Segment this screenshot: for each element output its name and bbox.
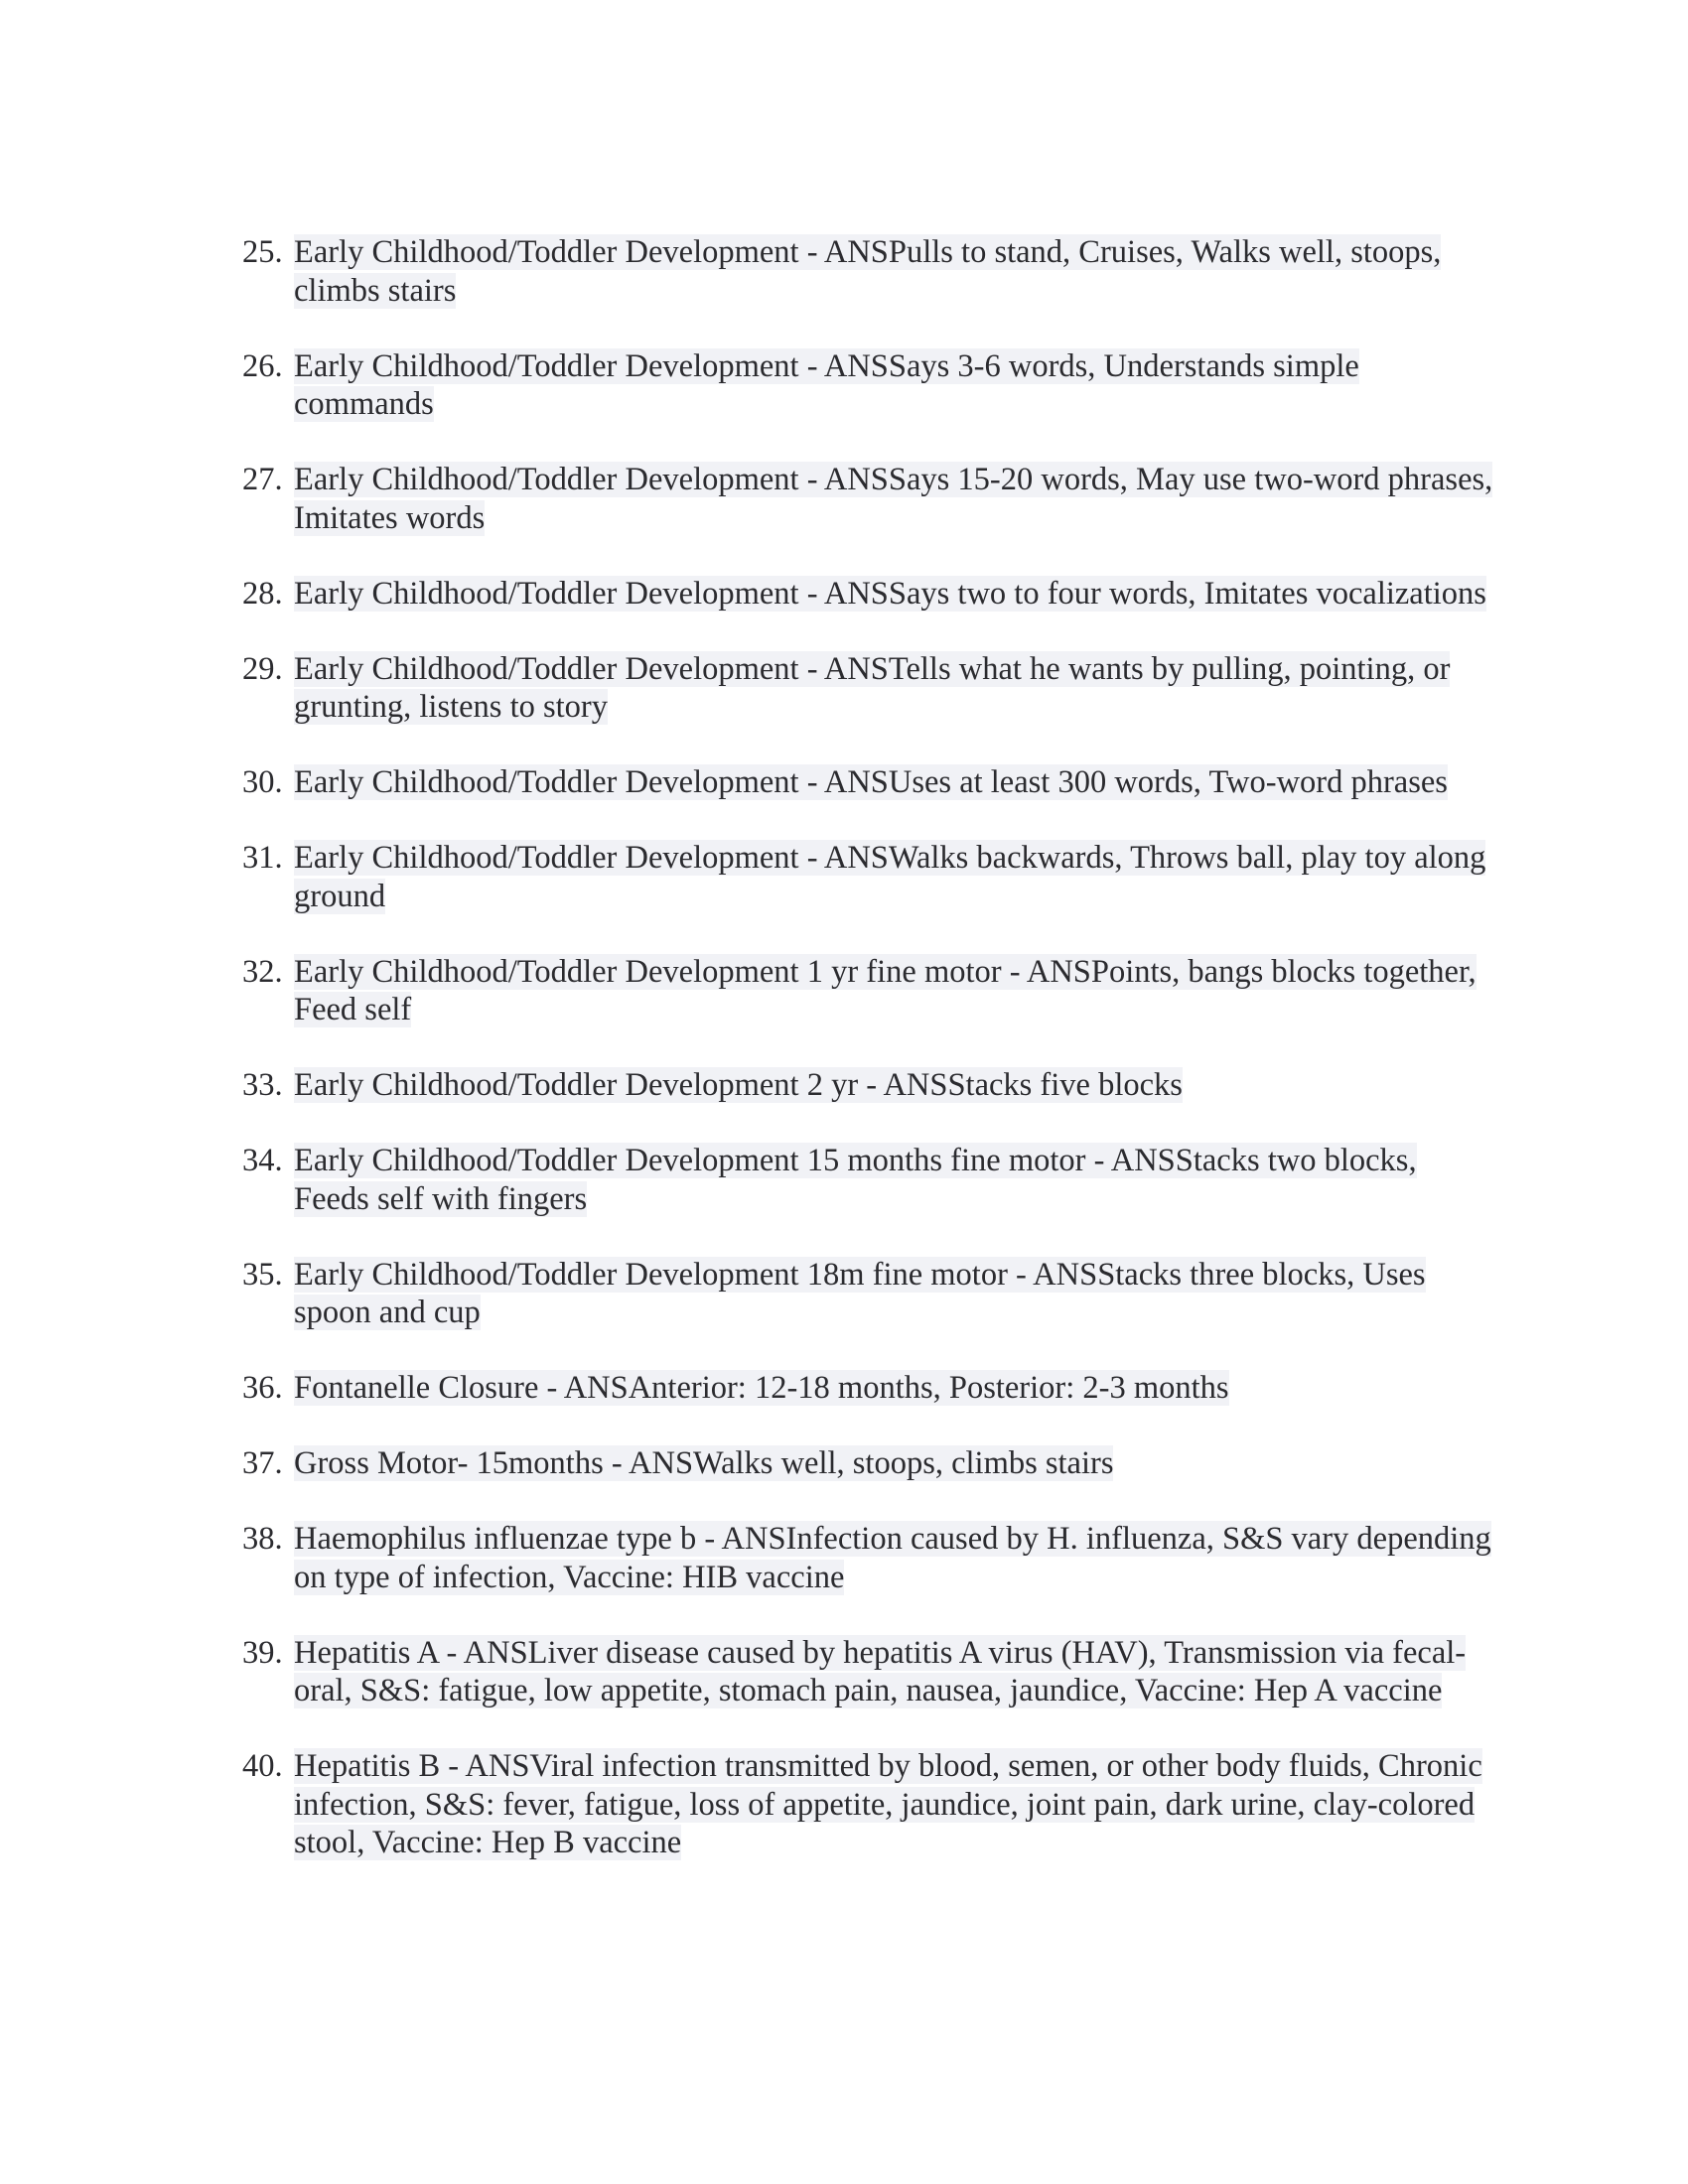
item-text-highlight: Fontanelle Closure - ANSAnterior: 12-18 months, Posterior: 2-3 months bbox=[294, 1370, 1229, 1406]
item-text-highlight: Early Childhood/Toddler Development - ANSWalks backwards, Throws ball, play toy along ground bbox=[294, 840, 1486, 914]
item-text[interactable] bbox=[294, 1066, 1493, 1105]
list-item bbox=[242, 1369, 1493, 1408]
list-item bbox=[242, 1634, 1493, 1710]
item-text[interactable] bbox=[294, 1747, 1493, 1862]
item-text-highlight: Haemophilus influenzae type b - ANSInfection caused by H. influenza, S&S vary depending on type of infection, Vaccine: HIB vaccine bbox=[294, 1521, 1491, 1595]
list-item bbox=[242, 1444, 1493, 1483]
item-number: 27. bbox=[242, 462, 283, 497]
item-number: 40. bbox=[242, 1748, 283, 1784]
item-text-highlight: Early Childhood/Toddler Development 1 yr fine motor - ANSPoints, bangs blocks together, Feed self bbox=[294, 953, 1477, 1027]
item-text-highlight: Early Childhood/Toddler Development - ANSUses at least 300 words, Two-word phrases bbox=[294, 764, 1448, 800]
list-item bbox=[242, 1520, 1493, 1596]
list-item bbox=[242, 953, 1493, 1029]
item-number: 34. bbox=[242, 1143, 283, 1178]
list-item bbox=[242, 347, 1493, 424]
item-number: 35. bbox=[242, 1256, 283, 1293]
item-number: 32. bbox=[242, 953, 283, 990]
item-text-highlight: Gross Motor- 15months - ANSWalks well, stoops, climbs stairs bbox=[294, 1445, 1114, 1481]
item-text[interactable] bbox=[294, 1369, 1493, 1408]
list-item bbox=[242, 1747, 1493, 1862]
item-text[interactable] bbox=[294, 1634, 1493, 1710]
list-item bbox=[242, 1066, 1493, 1105]
list-item bbox=[242, 763, 1493, 802]
item-text-highlight: Early Childhood/Toddler Development 18m fine motor - ANSStacks three blocks, Uses spoon and cup bbox=[294, 1256, 1426, 1330]
list-item bbox=[242, 839, 1493, 915]
item-text[interactable] bbox=[294, 839, 1493, 915]
item-number: 30. bbox=[242, 764, 283, 800]
item-text[interactable] bbox=[294, 233, 1493, 310]
item-text-highlight: Early Childhood/Toddler Development - ANSSays 15-20 words, May use two-word phrases, Imitates words bbox=[294, 462, 1493, 536]
list-item bbox=[242, 1256, 1493, 1332]
item-number: 25. bbox=[242, 234, 283, 270]
item-number: 29. bbox=[242, 650, 283, 687]
item-text-highlight: Early Childhood/Toddler Development - ANSSays 3-6 words, Understands simple commands bbox=[294, 347, 1359, 422]
item-number: 36. bbox=[242, 1370, 283, 1406]
item-number: 26. bbox=[242, 347, 283, 384]
list-item bbox=[242, 461, 1493, 537]
item-text[interactable] bbox=[294, 1142, 1493, 1218]
item-number: 39. bbox=[242, 1634, 283, 1671]
item-text[interactable] bbox=[294, 347, 1493, 424]
item-text[interactable] bbox=[294, 1256, 1493, 1332]
list-item bbox=[242, 1142, 1493, 1218]
item-number: 28. bbox=[242, 575, 283, 612]
item-text-highlight: Early Childhood/Toddler Development 15 months fine motor - ANSStacks two blocks, Feeds self with fingers bbox=[294, 1143, 1417, 1217]
list-item bbox=[242, 650, 1493, 727]
item-text-highlight: Early Childhood/Toddler Development - ANSPulls to stand, Cruises, Walks well, stoops, climbs stairs bbox=[294, 234, 1442, 309]
item-text-highlight: Hepatitis B - ANSViral infection transmitted by blood, semen, or other body fluids, Chronic infection, S&S: fever, fatigue, loss of appetite, jaundice, joint pain, dark urine, clay-colored stool, Vaccine: Hep B vaccine bbox=[294, 1748, 1482, 1860]
item-text-highlight: Early Childhood/Toddler Development - ANSTells what he wants by pulling, pointing, or grunting, listens to story bbox=[294, 650, 1451, 725]
item-text[interactable] bbox=[294, 763, 1493, 802]
item-number: 38. bbox=[242, 1521, 283, 1557]
list-item bbox=[242, 575, 1493, 614]
item-text-highlight: Early Childhood/Toddler Development - ANSSays two to four words, Imitates vocalizations bbox=[294, 575, 1486, 612]
item-text-highlight: Hepatitis A - ANSLiver disease caused by hepatitis A virus (HAV), Transmission via fecal-oral, S&S: fatigue, low appetite, stomach pain, nausea, jaundice, Vaccine: Hep A vaccine bbox=[294, 1634, 1467, 1708]
item-text[interactable] bbox=[294, 461, 1493, 537]
item-text[interactable] bbox=[294, 575, 1493, 614]
item-text[interactable] bbox=[294, 1520, 1493, 1596]
question-answer-list bbox=[242, 233, 1493, 1899]
item-text[interactable] bbox=[294, 650, 1493, 727]
item-number: 37. bbox=[242, 1445, 283, 1481]
item-number: 33. bbox=[242, 1067, 283, 1103]
item-text-highlight: Early Childhood/Toddler Development 2 yr - ANSStacks five blocks bbox=[294, 1067, 1183, 1103]
item-text[interactable] bbox=[294, 953, 1493, 1029]
list-item bbox=[242, 233, 1493, 310]
item-number: 31. bbox=[242, 840, 283, 876]
item-text[interactable] bbox=[294, 1444, 1493, 1483]
